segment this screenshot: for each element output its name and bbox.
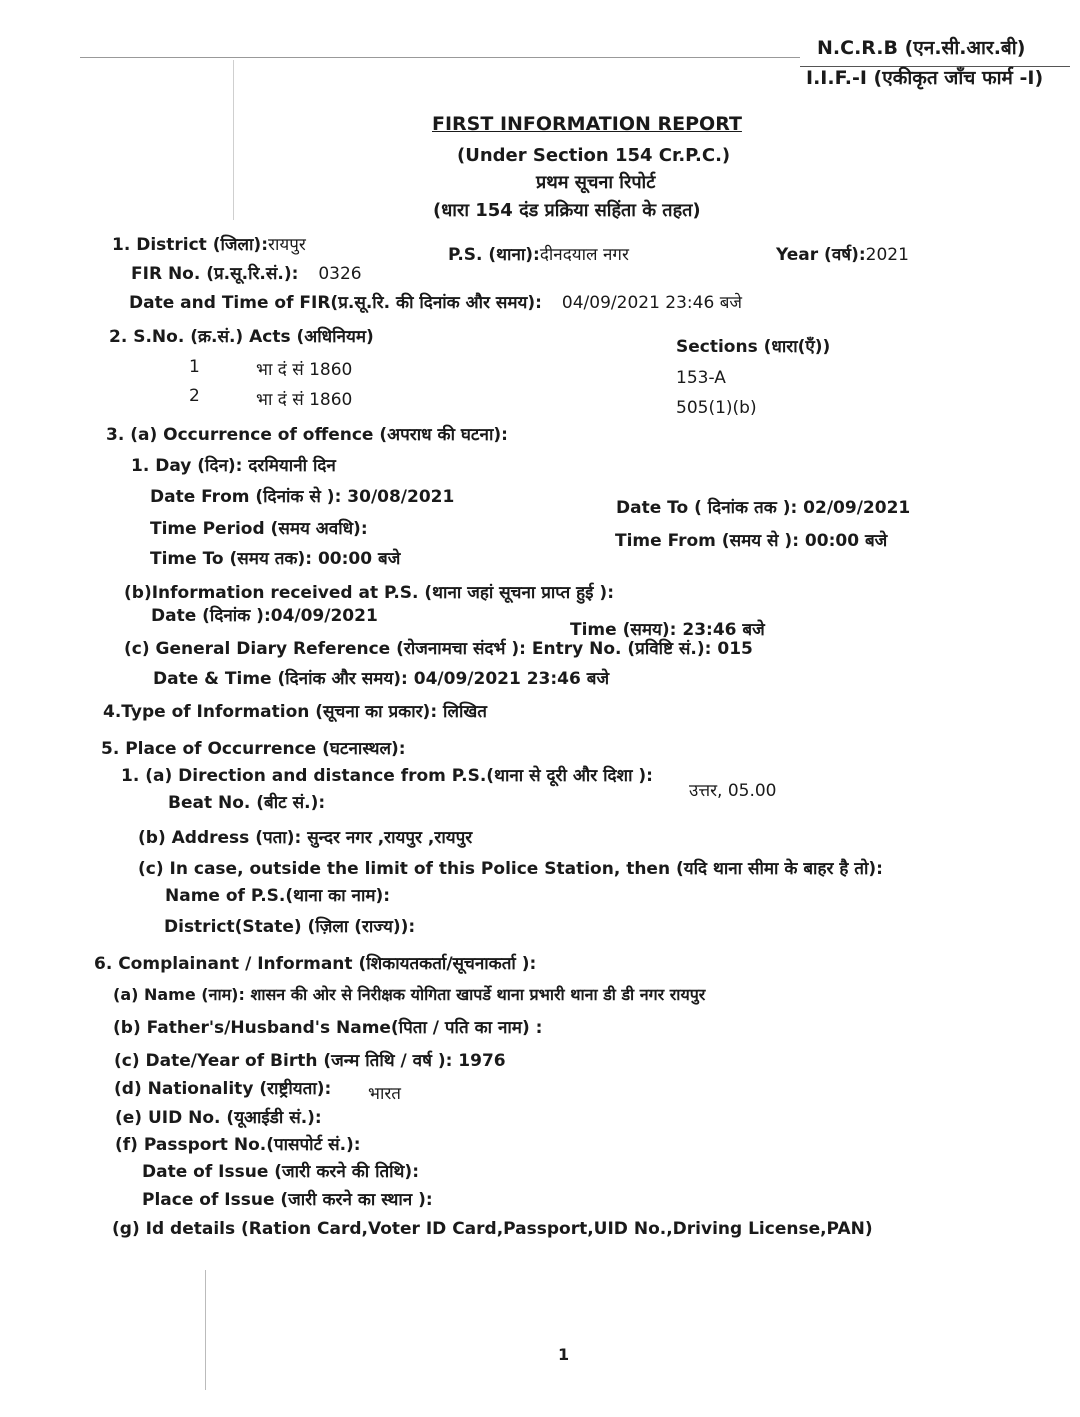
report-title: FIRST INFORMATION REPORT [432, 113, 742, 135]
complainant-nationality: (d) Nationality (राष्ट्रीयता): [114, 1079, 332, 1099]
act-row-sno: 1 [189, 357, 200, 377]
complainant-father: (b) Father's/Husband's Name(पिता / पति का नाम) : [113, 1018, 543, 1038]
gd-datetime: Date & Time (दिनांक और समय): 04/09/2021 23:46 बजे [153, 669, 610, 689]
fir-datetime [129, 294, 742, 314]
acts-label: Acts (अधिनियम) [249, 327, 374, 347]
district-label-text: 1. District (जिला): [112, 235, 269, 255]
act-row-section: 505(1)(b) [676, 398, 757, 418]
complainant-id-details: (g) Id details (Ration Card,Voter ID Card,Passport,UID No.,Driving License,PAN) [112, 1219, 873, 1239]
act-row-act: भा दं सं 1860 [256, 360, 353, 380]
margin-mark [233, 60, 234, 220]
info-time: Time (समय): 23:46 बजे [570, 620, 765, 640]
report-subtitle-hindi: (धारा 154 दंड प्रक्रिया सहिंता के तहत) [433, 200, 701, 221]
margin-mark [205, 1270, 206, 1390]
place-ps-name: Name of P.S.(थाना का नाम): [165, 886, 391, 906]
place-address: (b) Address (पता): सुन्दर नगर ,रायपुर ,रायपुर [138, 828, 473, 848]
occurrence-date-to: Date To ( दिनांक तक ): 02/09/2021 [616, 498, 911, 518]
place-heading: 5. Place of Occurrence (घटनास्थल): [101, 739, 406, 759]
occurrence-time-to: Time To (समय तक): 00:00 बजे [150, 549, 401, 569]
fir-value: 0326 [318, 264, 362, 284]
ps-label-text: P.S. (थाना): [448, 245, 540, 265]
place-outside: (c) In case, outside the limit of this Police Station, then (यदि थाना सीमा के बाहर है तो): [138, 859, 883, 879]
info-date: Date (दिनांक ):04/09/2021 [151, 606, 378, 626]
year-label [776, 246, 909, 266]
page-number: 1 [558, 1345, 570, 1364]
place-beat: Beat No. (बीट सं.): [168, 793, 326, 813]
iif-header: I.I.F.-I (एकीकृत जाँच फार्म -I) [806, 67, 1044, 89]
sno-label: 2. S.No. (क्र.सं.) [109, 327, 244, 347]
complainant-name: (a) Name (नाम): शासन की ओर से निरीक्षक योगिता खापर्डे थाना प्रभारी थाना डी डी नगर रायपुर [113, 985, 706, 1004]
act-row-sno: 2 [189, 386, 200, 406]
occurrence-time-period: Time Period (समय अवधि): [150, 519, 368, 539]
acts-header [109, 328, 374, 348]
place-direction-value: उत्तर, 05.00 [689, 781, 777, 801]
fir-datetime-label: Date and Time of FIR(प्र.सू.रि. की दिनांक और समय): [129, 293, 542, 313]
complainant-nationality-value: भारत [368, 1084, 401, 1104]
fir-datetime-value: 04/09/2021 23:46 बजे [561, 293, 743, 313]
info-type: 4.Type of Information (सूचना का प्रकार): लिखित [103, 702, 487, 722]
district-label [112, 236, 306, 256]
occurrence-day: 1. Day (दिन): दरमियानी दिन [131, 456, 336, 476]
year-label-text: Year (वर्ष): [776, 245, 866, 265]
ncrb-header: N.C.R.B (एन.सी.आर.बी) [817, 37, 1026, 59]
fir-label [131, 265, 362, 285]
complainant-dob: (c) Date/Year of Birth (जन्म तिथि / वर्ष ): 1976 [114, 1051, 506, 1071]
occurrence-heading: 3. (a) Occurrence of offence (अपराध की घटना): [106, 425, 508, 445]
occurrence-date-from: Date From (दिनांक से ): 30/08/2021 [150, 487, 455, 507]
district-value: रायपुर [268, 235, 306, 255]
place-district-state: District(State) (ज़िला (राज्य)): [164, 917, 416, 937]
report-subtitle: (Under Section 154 Cr.P.C.) [457, 145, 731, 166]
report-title-hindi: प्रथम सूचना रिपोर्ट [536, 172, 656, 193]
header-rule [80, 57, 800, 58]
ps-value: दीनदयाल नगर [539, 245, 629, 265]
passport-place-issue: Place of Issue (जारी करने का स्थान ): [142, 1190, 433, 1210]
act-row-act: भा दं सं 1860 [256, 390, 353, 410]
ps-label [448, 246, 629, 266]
complainant-uid: (e) UID No. (यूआईडी सं.): [115, 1108, 322, 1128]
occurrence-time-from: Time From (समय से ): 00:00 बजे [615, 531, 888, 551]
complainant-heading: 6. Complainant / Informant (शिकायतकर्ता/सूचनाकर्ता ): [94, 954, 537, 974]
passport-date-issue: Date of Issue (जारी करने की तिथि): [142, 1162, 419, 1182]
complainant-passport: (f) Passport No.(पासपोर्ट सं.): [115, 1135, 361, 1155]
fir-label-text: FIR No. (प्र.सू.रि.सं.): [131, 264, 299, 284]
gd-reference: (c) General Diary Reference (रोजनामचा संदर्भ ): Entry No. (प्रविष्टि सं.): 015 [124, 639, 753, 659]
info-received: (b)Information received at P.S. (थाना जहां सूचना प्राप्त हुई ): [124, 583, 614, 603]
act-row-section: 153-A [676, 368, 726, 388]
sections-label: Sections (धारा(एँ)) [676, 337, 831, 357]
place-direction: 1. (a) Direction and distance from P.S.(थाना से दूरी और दिशा ): [121, 766, 653, 786]
year-value: 2021 [865, 245, 909, 265]
